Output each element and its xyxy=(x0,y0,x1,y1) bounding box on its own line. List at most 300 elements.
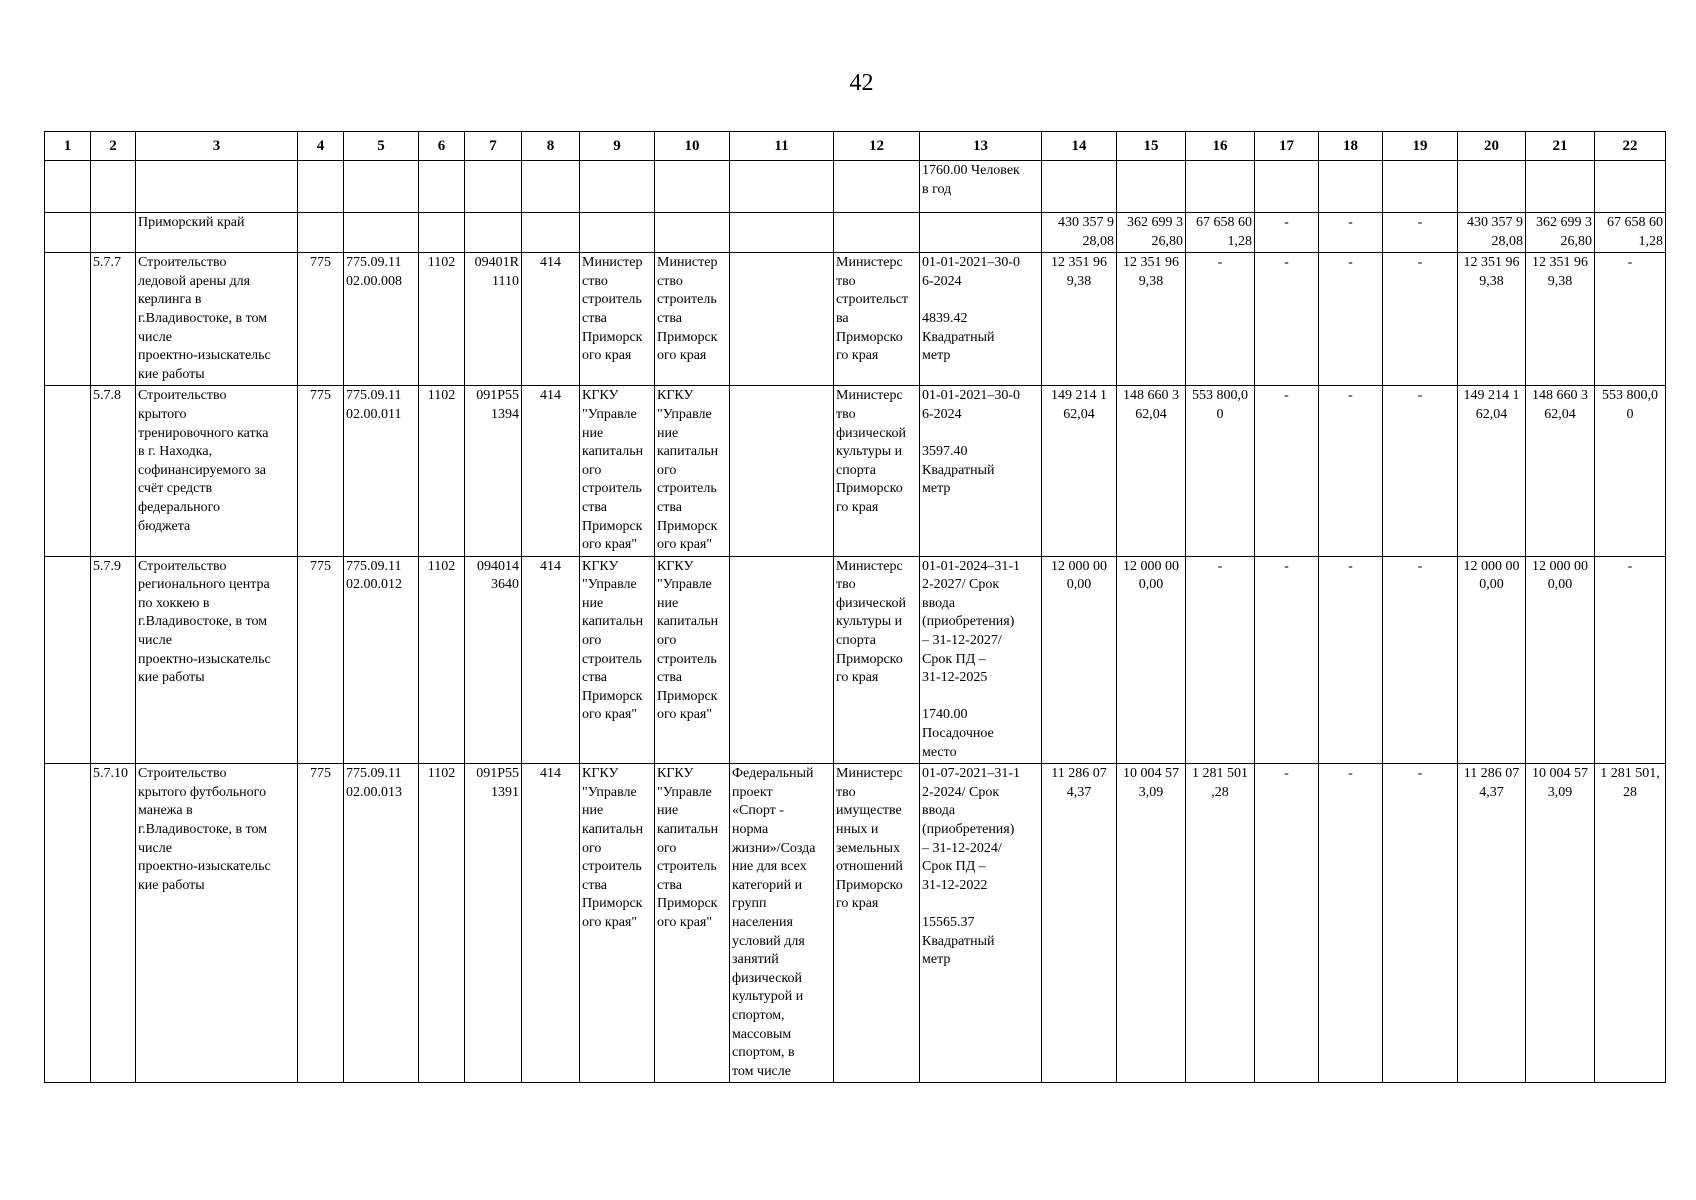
cell-col6: 1102 xyxy=(419,253,465,386)
cell-col4: 775 xyxy=(298,386,344,556)
cell-line: ние xyxy=(582,425,604,441)
cell-line: строитель xyxy=(582,859,642,875)
cell-line: ого края" xyxy=(582,537,638,553)
cell-empty xyxy=(344,161,419,213)
cell-empty xyxy=(344,213,419,253)
cell-line: 1,28 xyxy=(1227,233,1252,249)
cell-line: "Управле xyxy=(582,406,637,422)
cell-empty xyxy=(45,161,91,213)
cell-line: 31-12-2022 xyxy=(922,877,988,893)
header-cell-col-12: 12 xyxy=(834,132,920,161)
cell-col17: - xyxy=(1255,253,1319,386)
cell-line: Квадратный xyxy=(922,933,995,949)
cell-line: 9,38 xyxy=(1138,273,1164,289)
cell-line: Министерс xyxy=(836,388,903,404)
cell-line: ва xyxy=(836,310,849,326)
cell-empty xyxy=(522,213,580,253)
cell-col6: 1102 xyxy=(419,556,465,764)
header-cell-col-3: 3 xyxy=(136,132,298,161)
cell-line: 28,08 xyxy=(1082,233,1114,249)
cell-col13 xyxy=(920,386,1042,556)
cell-line: 094014 xyxy=(477,558,519,574)
cell-empty xyxy=(45,253,91,386)
cell-line: ого xyxy=(657,633,677,649)
cell-line: 10 004 57 xyxy=(1532,766,1588,782)
budget-table xyxy=(44,131,1666,1083)
cell-col7 xyxy=(465,253,522,386)
cell-col5 xyxy=(344,253,419,386)
cell-line: 4,37 xyxy=(1479,784,1504,800)
cell-line: 62,04 xyxy=(1063,406,1095,422)
cell-line: 430 357 9 xyxy=(1058,215,1114,230)
cell-line: населения xyxy=(732,914,793,930)
cell-line: ого xyxy=(582,462,602,478)
cell-line: 11 286 07 xyxy=(1463,766,1520,782)
cell-line: 62,04 xyxy=(1475,406,1508,422)
cell-line: го края xyxy=(836,896,879,912)
cell-line: Приморск xyxy=(582,329,643,345)
cell-line: 148 660 3 xyxy=(1532,388,1588,404)
cell-line: 553 800,0 xyxy=(1602,388,1658,404)
cell-line: капитальн xyxy=(582,822,644,837)
cell-empty xyxy=(1595,161,1666,213)
cell-line: ства xyxy=(657,877,682,893)
cell-line: физической xyxy=(836,425,906,441)
cell-line: - xyxy=(1627,255,1633,271)
cell-col10 xyxy=(655,386,730,556)
cell-col7 xyxy=(465,386,522,556)
cell-empty xyxy=(1042,161,1117,213)
header-cell-col-14: 14 xyxy=(1042,132,1117,161)
header-cell-col-19: 19 xyxy=(1383,132,1458,161)
cell-line: 091P55 xyxy=(476,388,519,404)
cell-line: Строительство xyxy=(138,766,227,782)
cell-line: 775.09.11 xyxy=(346,388,402,404)
cell-line: - xyxy=(1627,558,1633,574)
cell-line: 62,04 xyxy=(1135,406,1167,422)
cell-line: 12 000 00 xyxy=(1051,558,1107,574)
item-name xyxy=(136,386,298,556)
cell-empty xyxy=(580,161,655,213)
cell-line: (приобретения) xyxy=(922,614,1015,630)
cell-line: 01-07-2021–31-1 xyxy=(922,766,1020,782)
cell-line: 0,00 xyxy=(1138,577,1164,593)
cell-line: 149 214 1 xyxy=(1051,388,1107,404)
cell-line: КГКУ xyxy=(582,558,619,574)
cell-line: том числе xyxy=(732,1063,791,1079)
cell-col21 xyxy=(1526,764,1595,1083)
cell-line: 67 658 60 xyxy=(1196,215,1252,230)
cell-line: 31-12-2025 xyxy=(922,670,988,686)
cell-col19: - xyxy=(1383,556,1458,764)
cell-line: "Управле xyxy=(582,784,637,800)
cell-line xyxy=(922,425,1039,444)
cell-line: ого края" xyxy=(582,707,638,723)
header-row xyxy=(45,132,1666,161)
cell-line: капитальн xyxy=(582,444,644,460)
cell-empty xyxy=(655,161,730,213)
cell-line: строитель xyxy=(657,292,717,308)
cell-line: Квадратный xyxy=(922,329,995,345)
cell-line: Министерс xyxy=(836,558,903,574)
cell-empty xyxy=(1319,161,1383,213)
table-row xyxy=(45,253,1666,386)
cell-line: 12 351 96 xyxy=(1463,255,1520,271)
cell-line: 2-2024/ Срок xyxy=(922,784,1000,800)
cell-line: ства xyxy=(657,310,682,326)
cell-col12 xyxy=(834,253,920,386)
cell-empty xyxy=(730,161,834,213)
cell-col10 xyxy=(655,764,730,1083)
cell-line: 1 281 501 xyxy=(1192,766,1248,782)
cell-line: ,28 xyxy=(1211,784,1229,800)
cell-empty xyxy=(1117,161,1186,213)
cell-line: 1 281 501, xyxy=(1600,766,1660,782)
cell-col15 xyxy=(1117,253,1186,386)
cell-empty xyxy=(465,213,522,253)
cell-line: го края xyxy=(836,499,879,515)
cell-col13 xyxy=(920,161,1042,213)
cell-line: числе xyxy=(138,329,172,345)
cell-line: КГКУ xyxy=(657,558,694,574)
header-cell-col-15: 15 xyxy=(1117,132,1186,161)
cell-line: 12 000 00 xyxy=(1463,558,1520,574)
cell-line: керлинга в xyxy=(138,292,202,308)
cell-line: "Управле xyxy=(657,577,712,593)
cell-line: ого края" xyxy=(657,537,713,553)
cell-line: занятий xyxy=(732,952,779,968)
cell-line: метр xyxy=(922,348,951,364)
cell-empty xyxy=(298,161,344,213)
header-cell-col-20: 20 xyxy=(1458,132,1526,161)
cell-line: 0,00 xyxy=(1547,577,1573,593)
cell-line: 3597.40 xyxy=(922,444,968,460)
cell-line: Строительство xyxy=(138,255,227,271)
cell-line: ого xyxy=(657,840,677,856)
cell-empty xyxy=(580,213,655,253)
table-row xyxy=(45,161,1666,213)
cell-line: ого края" xyxy=(657,914,713,930)
cell-line: 01-01-2021–30-0 xyxy=(922,255,1020,271)
cell-col10 xyxy=(655,253,730,386)
cell-col22 xyxy=(1595,253,1666,386)
cell-line: "Управле xyxy=(657,406,712,422)
cell-line: 2-2027/ Срок xyxy=(922,577,1000,593)
cell-line: числе xyxy=(138,633,172,649)
cell-line: 4,37 xyxy=(1066,784,1092,800)
header-cell-col-5: 5 xyxy=(344,132,419,161)
cell-empty xyxy=(1383,161,1458,213)
cell-line: строитель xyxy=(657,481,717,497)
cell-col9 xyxy=(580,556,655,764)
cell-line: 091P55 xyxy=(476,766,519,782)
cell-line: 775.09.11 xyxy=(346,558,402,574)
item-name xyxy=(136,556,298,764)
cell-col8: 414 xyxy=(522,386,580,556)
cell-col5 xyxy=(344,386,419,556)
cell-line: го края xyxy=(836,348,879,364)
cell-line: 28,08 xyxy=(1491,233,1523,249)
cell-col4: 775 xyxy=(298,556,344,764)
item-name xyxy=(136,253,298,386)
cell-line: спорта xyxy=(836,633,877,649)
cell-line: Приморско xyxy=(836,651,903,667)
cell-line: - xyxy=(1217,558,1223,574)
cell-empty xyxy=(1458,161,1526,213)
cell-line: кие работы xyxy=(138,670,205,686)
header-cell-col-4: 4 xyxy=(298,132,344,161)
cell-empty xyxy=(45,213,91,253)
cell-line: ого края xyxy=(582,348,632,364)
cell-line: 362 699 3 xyxy=(1536,215,1592,230)
cell-line: культуры и xyxy=(836,444,903,460)
cell-line: физической xyxy=(732,970,802,986)
cell-col7 xyxy=(465,764,522,1083)
cell-line: числе xyxy=(138,840,172,856)
cell-col21 xyxy=(1526,556,1595,764)
header-cell-col-9: 9 xyxy=(580,132,655,161)
cell-line: место xyxy=(922,744,957,760)
cell-line: в год xyxy=(922,181,952,197)
cell-line: проектно-изыскательс xyxy=(138,859,271,875)
header-cell-col-21: 21 xyxy=(1526,132,1595,161)
cell-line xyxy=(922,688,1039,707)
cell-line: г.Владивостоке, в том xyxy=(138,822,268,837)
cell-empty xyxy=(834,161,920,213)
cell-empty xyxy=(1526,161,1595,213)
cell-col5 xyxy=(344,556,419,764)
header-cell-col-7: 7 xyxy=(465,132,522,161)
cell-line: регионального центра xyxy=(138,577,270,593)
table-row xyxy=(45,213,1666,253)
cell-col14 xyxy=(1042,213,1117,253)
item-name xyxy=(136,764,298,1083)
cell-line: ства xyxy=(657,670,682,686)
cell-line: ввода xyxy=(922,803,956,819)
cell-line: строительст xyxy=(836,292,909,308)
cell-line: культурой и xyxy=(732,989,804,1005)
header-cell-col-22: 22 xyxy=(1595,132,1666,161)
header-cell-col-10: 10 xyxy=(655,132,730,161)
cell-line: 1394 xyxy=(491,406,519,422)
cell-col5 xyxy=(344,764,419,1083)
cell-empty xyxy=(45,556,91,764)
cell-line xyxy=(922,895,1039,914)
item-number: 5.7.8 xyxy=(91,386,136,556)
cell-line: ства xyxy=(582,877,607,893)
region-name: Приморский край xyxy=(136,213,298,253)
cell-line: ство xyxy=(657,273,683,289)
cell-empty xyxy=(419,161,465,213)
cell-col9 xyxy=(580,253,655,386)
cell-line: 1740.00 xyxy=(922,707,968,723)
cell-line: Приморск xyxy=(582,688,643,704)
cell-col13 xyxy=(920,253,1042,386)
cell-line: 430 357 9 xyxy=(1467,215,1523,230)
cell-empty xyxy=(91,161,136,213)
cell-col18: - xyxy=(1319,764,1383,1083)
cell-col18: - xyxy=(1319,386,1383,556)
cell-col13 xyxy=(920,764,1042,1083)
cell-line: капитальн xyxy=(657,822,719,837)
cell-line: 09401R xyxy=(474,255,519,271)
cell-line: 12 000 00 xyxy=(1532,558,1588,574)
cell-col22 xyxy=(1595,213,1666,253)
cell-line: 149 214 1 xyxy=(1463,388,1520,404)
cell-line: ние xyxy=(657,595,679,611)
cell-line: капитальн xyxy=(657,614,719,630)
cell-line: 0 xyxy=(1216,406,1224,422)
cell-line: Приморск xyxy=(657,329,718,345)
cell-line: Приморск xyxy=(657,896,718,912)
cell-line: условий для xyxy=(732,933,805,949)
header-cell-col-18: 18 xyxy=(1319,132,1383,161)
cell-col8: 414 xyxy=(522,253,580,386)
cell-col11 xyxy=(730,253,834,386)
cell-empty xyxy=(920,213,1042,253)
cell-col18: - xyxy=(1319,253,1383,386)
cell-line: ние xyxy=(657,425,679,441)
cell-line: спортом, в xyxy=(732,1045,795,1061)
cell-line: ства xyxy=(582,670,607,686)
cell-line: строитель xyxy=(657,651,717,667)
cell-col15 xyxy=(1117,556,1186,764)
cell-line: г.Владивостоке, в том xyxy=(138,614,268,630)
cell-line: ние xyxy=(657,803,679,819)
cell-line: по хоккею в xyxy=(138,595,210,611)
cell-line: кие работы xyxy=(138,877,205,893)
header-cell-col-2: 2 xyxy=(91,132,136,161)
table-row xyxy=(45,764,1666,1083)
cell-line: Приморск xyxy=(657,688,718,704)
cell-line: 01-01-2024–31-1 xyxy=(922,558,1020,574)
cell-line: тво xyxy=(836,406,856,422)
cell-col19: - xyxy=(1383,253,1458,386)
cell-col10 xyxy=(655,556,730,764)
cell-col17: - xyxy=(1255,213,1319,253)
cell-col17: - xyxy=(1255,386,1319,556)
cell-line: проектно-изыскательс xyxy=(138,651,271,667)
cell-line: манежа в xyxy=(138,803,193,819)
cell-line: ние для всех xyxy=(732,859,807,875)
cell-line: ства xyxy=(582,499,607,515)
cell-line: 26,80 xyxy=(1560,233,1592,249)
cell-col16 xyxy=(1186,386,1255,556)
table-body xyxy=(45,161,1666,1083)
cell-line: 02.00.011 xyxy=(346,406,402,422)
cell-line: ого xyxy=(582,840,602,856)
item-number: 5.7.9 xyxy=(91,556,136,764)
cell-col16 xyxy=(1186,253,1255,386)
cell-line: 1,28 xyxy=(1638,233,1663,249)
cell-line: Приморск xyxy=(582,896,643,912)
cell-empty xyxy=(91,213,136,253)
cell-line: 12 351 96 xyxy=(1532,255,1588,271)
cell-col6: 1102 xyxy=(419,386,465,556)
cell-line: КГКУ xyxy=(657,766,694,782)
cell-col20 xyxy=(1458,253,1526,386)
cell-line: 26,80 xyxy=(1151,233,1183,249)
cell-line: бюджета xyxy=(138,518,191,534)
cell-col12 xyxy=(834,556,920,764)
cell-line: строитель xyxy=(582,292,642,308)
cell-col15 xyxy=(1117,213,1186,253)
cell-line: 0,00 xyxy=(1479,577,1504,593)
cell-line: физической xyxy=(836,595,906,611)
cell-line: ого xyxy=(582,633,602,649)
cell-line: Квадратный xyxy=(922,462,995,478)
cell-line: 02.00.012 xyxy=(346,577,402,593)
cell-col19: - xyxy=(1383,764,1458,1083)
cell-col14 xyxy=(1042,253,1117,386)
cell-col11 xyxy=(730,764,834,1083)
cell-line: земельных xyxy=(836,840,901,856)
cell-line: Федеральный xyxy=(732,766,814,782)
cell-line: строитель xyxy=(582,481,642,497)
cell-line: Министерс xyxy=(836,766,903,782)
cell-line: 6-2024 xyxy=(922,406,962,422)
cell-line: 1760.00 Человек xyxy=(922,163,1020,178)
cell-col11 xyxy=(730,556,834,764)
cell-line: 62,04 xyxy=(1544,406,1576,422)
cell-line: Строительство xyxy=(138,558,227,574)
header-cell-col-17: 17 xyxy=(1255,132,1319,161)
cell-col21 xyxy=(1526,213,1595,253)
cell-line: ого края" xyxy=(657,707,713,723)
cell-line: 9,38 xyxy=(1066,273,1092,289)
cell-line: Строительство xyxy=(138,388,227,404)
cell-line: 10 004 57 xyxy=(1123,766,1179,782)
cell-empty xyxy=(419,213,465,253)
cell-line: капитальн xyxy=(657,444,719,460)
cell-line: ние xyxy=(582,595,604,611)
cell-line: ледовой арены для xyxy=(138,273,251,289)
cell-line: 3640 xyxy=(491,577,519,593)
item-number: 5.7.10 xyxy=(91,764,136,1083)
cell-col20 xyxy=(1458,556,1526,764)
cell-line: "Управле xyxy=(582,577,637,593)
cell-line: метр xyxy=(922,481,951,497)
cell-line: тренировочного катка xyxy=(138,425,269,441)
cell-col16 xyxy=(1186,213,1255,253)
cell-line: строитель xyxy=(657,859,717,875)
header-cell-col-11: 11 xyxy=(730,132,834,161)
cell-empty xyxy=(730,213,834,253)
cell-line: метр xyxy=(922,952,951,968)
cell-col14 xyxy=(1042,386,1117,556)
cell-line: жизни»/Созда xyxy=(732,840,816,856)
cell-line: 775.09.11 xyxy=(346,255,402,271)
cell-col15 xyxy=(1117,386,1186,556)
cell-line: Посадочное xyxy=(922,726,994,742)
cell-col4: 775 xyxy=(298,253,344,386)
cell-line: тво xyxy=(836,273,856,289)
cell-line: Приморск xyxy=(582,518,643,534)
cell-col4: 775 xyxy=(298,764,344,1083)
cell-empty xyxy=(1255,161,1319,213)
cell-line: Приморско xyxy=(836,481,903,497)
cell-col18: - xyxy=(1319,556,1383,764)
cell-col12 xyxy=(834,386,920,556)
cell-empty xyxy=(298,213,344,253)
cell-line: КГКУ xyxy=(582,766,619,782)
header-cell-col-8: 8 xyxy=(522,132,580,161)
cell-col19: - xyxy=(1383,213,1458,253)
cell-line: 0,00 xyxy=(1066,577,1092,593)
cell-line: Министер xyxy=(657,255,718,271)
cell-col14 xyxy=(1042,764,1117,1083)
cell-line: 553 800,0 xyxy=(1192,388,1248,404)
